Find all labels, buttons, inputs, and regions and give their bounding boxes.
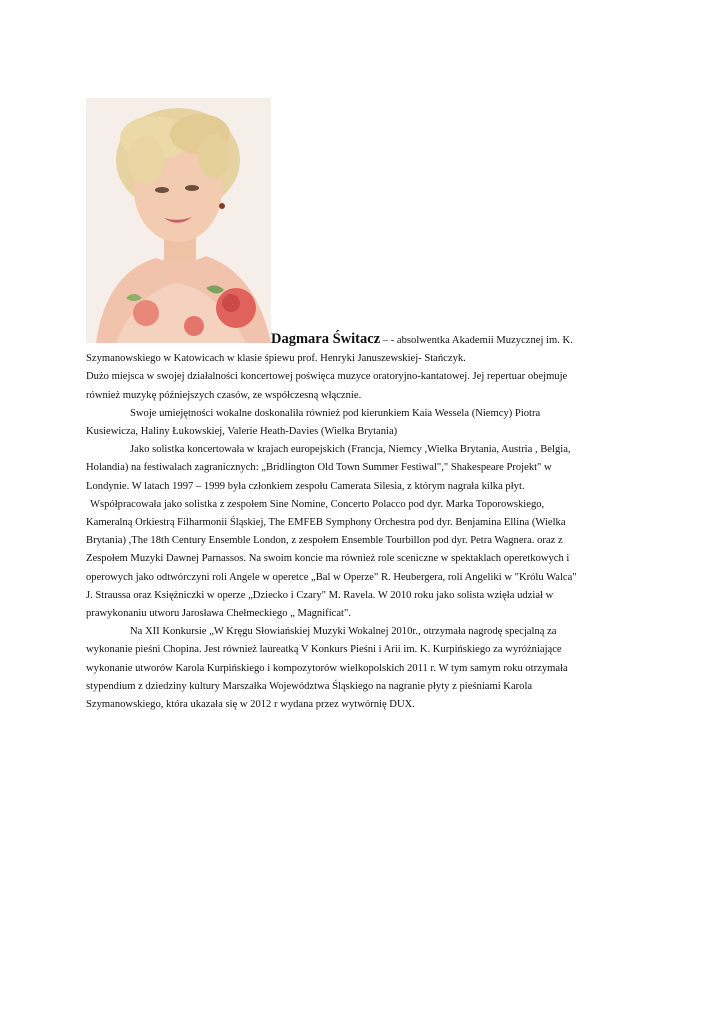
paragraph-line: prawykonaniu utworu Jarosława Chełmeckiego „ Magnificat". [86,608,351,620]
intro-line [86,330,646,350]
paragraph-line: Szymanowskiego, która ukazała się w 2012 r wydana przez wytwórnię DUX. [86,699,415,711]
paragraph-line: Zespołem Muzyki Dawnej Parnassos. Na swoim koncie ma również role sceniczne w spektaklach operetkowych i [86,553,570,565]
paragraph-line: Szymanowskiego w Katowicach w klasie śpiewu prof. Henryki Januszewskiej- Stańczyk. [86,353,466,365]
paragraph-line: wykonanie utworów Karola Kurpińskiego i kompozytorów wielkopolskich 2011 r. W tym samym roku otrzymała [86,662,568,674]
paragraph-line: Holandia) na festiwalach zagranicznych: „Bridlington Old Town Summer Festiwal"," Shakespeare Projekt" w [86,462,552,474]
paragraph-line: Na XII Konkursie „W Kręgu Słowiańskiej Muzyki Wokalnej 2010r., otrzymała nagrodę specjalną za [130,626,557,638]
paragraph-line: Londynie. W latach 1997 – 1999 była członkiem zespołu Camerata Silesia, z którym nagrała kilka płyt. [86,480,525,492]
paragraph-line: Swoje umiejętności wokalne doskonaliła również pod kierunkiem Kaia Wessela (Niemcy) Piotra [130,407,541,419]
paragraph-line: stypendium z dziedziny kultury Marszałka Województwa Śląskiego na nagranie płyty z pieśniami Karola [86,680,533,692]
paragraph-line: Kameralną Orkiestrą Filharmonii Śląskiej, The EMFEB Symphony Orchestra pod dyr. Benjamina Ellina (Wielka [86,517,566,529]
intro-text: – - absolwentka Akademii Muzycznej im. K. [380,335,573,346]
portrait-illustration [86,98,271,343]
paragraph-line: Jako solistka koncertowała w krajach europejskich (Francja, Niemcy ,Wielka Brytania, Austria , Belgia, [130,444,571,456]
portrait-photo [86,98,271,343]
paragraph-line: wykonanie pieśni Chopina. Jest również laureatką V Konkurs Pieśni i Arii im. K. Kurpińskiego za wyróżniające [86,644,562,656]
paragraph-line: Współpracowała jako solistka z zespołem Sine Nomine, Concerto Polacco pod dyr. Marka Toporowskiego, [90,498,545,510]
paragraph-line: Kusiewicza, Haliny Łukowskiej, Valerie Heath-Davies (Wielka Brytania) [86,426,398,438]
paragraph-line: J. Straussa oraz Księżniczki w operze „Dziecko i Czary" M. Ravela. W 2010 roku jako solista wzięła udział w [86,589,554,601]
biography-text [86,330,646,714]
paragraph-line: operowych jako odtwórczyni roli Angele w operetce „Bal w Operze" R. Heubergera, roli Angeliki w "Królu Walca" [86,571,577,583]
paragraph-line: Dużo miejsca w swojej działalności koncertowej poświęca muzyce oratoryjno-kantatowej. Jej repertuar obejmuje [86,371,568,383]
person-name: Dagmara Świtacz [271,331,381,347]
paragraph-line: również muzykę późniejszych czasów, ze współczesną włącznie. [86,389,362,401]
paragraph-line: Brytania) ,The 18th Century Ensemble London, z zespołem Ensemble Tourbillon pod dyr. Petra Wagnera. oraz z [86,535,563,547]
